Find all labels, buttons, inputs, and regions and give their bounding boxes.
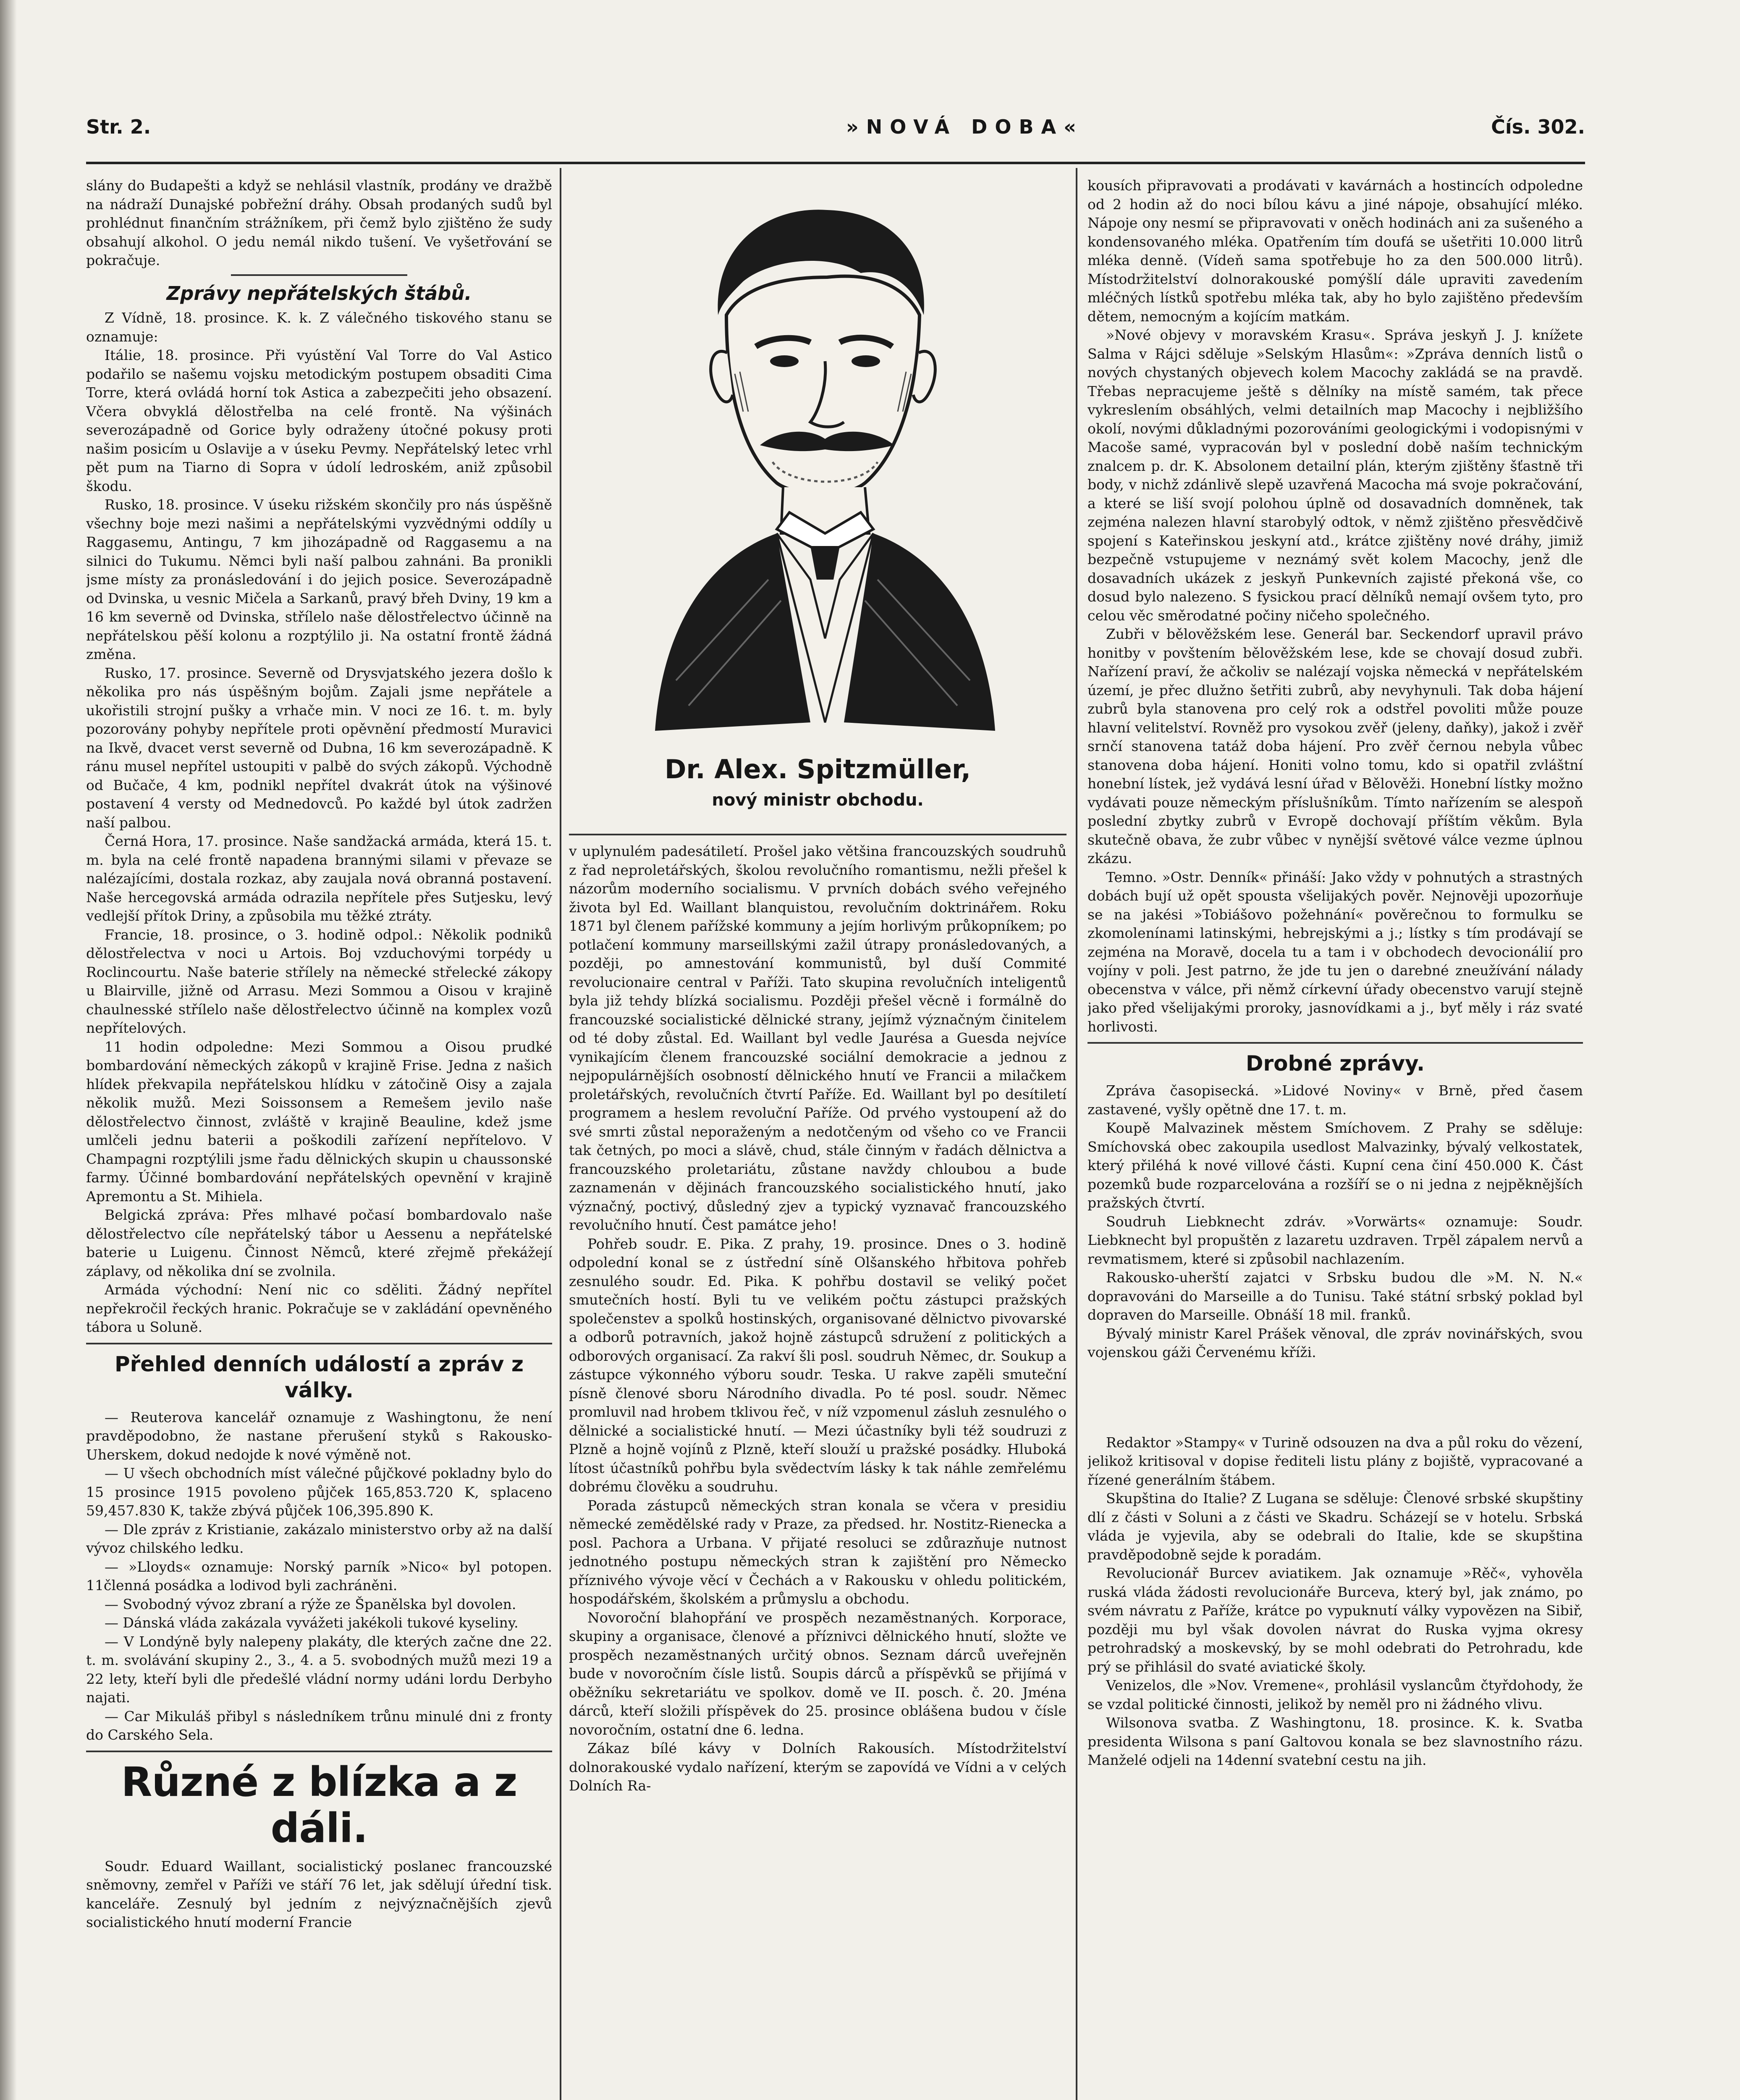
- divider: [86, 1751, 552, 1752]
- news-item: — Dánská vláda zakázala vyvážeti jakékoli tukové kyseliny.: [105, 1614, 519, 1631]
- page-edge-shadow: [0, 0, 17, 2100]
- news-item: — Car Mikuláš přibyl s následníkem trůnu minulé dni z fronty do Carského Sela.: [86, 1708, 552, 1743]
- article-text: Wilsonova svatba. Z Washingtonu, 18. prosince. K. k. Svatba presidenta Wilsona s paní Galtovou konala se bez slavnostního rázu. Manželé odjeli na 14denní svatební cestu na jih.: [1088, 1714, 1583, 1768]
- page-number: Str. 2.: [86, 116, 151, 138]
- news-item: — Reuterova kancelář oznamuje z Washingtonu, že není pravděpodobno, že nastane přerušení styků s Rakousko-Uherskem, dokud nedojde k nové výměně not.: [86, 1409, 552, 1463]
- masthead-title: »NOVÁ DOBA«: [846, 116, 1084, 138]
- article-text: Redaktor »Stampy« v Turině odsouzen na dva a půl roku do vězení, jelikož kritisoval v dopise řediteli listu plány z bojiště, vypracované a řízené generálním štábem.: [1088, 1434, 1583, 1488]
- article-text: Zubři v bělověžském lese. Generál bar. Seckendorf upravil právo honitby v povštením bělověžském lese, kde se chovají dosud zubři. Nařízení praví, že ačkoliv se nalézají vojska německá v nepřátelském území, je přec dlužno šetřiti zubrů, aby nevyhynuli. Tak doba hájení zubrů byla stanovena pro celý rok a odstřel povoliti může pouze hlavní velitelství. Rovněž pro vysokou zvěř (jeleny, daňky), jakož i zvěř srnčí stanovena tatáž doba hájení. Pro zvěř černou nebyla vůbec stanovena doba hájení. Honiti volno tomu, kdo si opatřil zvláštní honební lístek, jež vydává lesní úřad v Bělověži. Honební lístky možno vydávati pouze německým příslušníkům. Tímto nařízením se alespoň poslední zbytky zubrů v Evropě dochovají příštím věkům. Byla skutečně obava, že zubr vůbec v nynější světové válce vezme úplnou zkázu.: [1088, 626, 1583, 866]
- article-text: Temno. »Ostr. Denník« přináší: Jako vždy v pohnutých a strastných dobách bují už opět spousta všelijakých pověr. Nejnověji upozorňuje se na jakési »Tobiášovo požehnání« pověrečnou to formulku se zkomolenínami latinskými, hebrejskými a j.; lístky s tím prodávají se zejména na Moravě, docela tu a tam i v obchodech devocionálií pro vojíny v poli. Jest patrno, že jde tu jen o darebné zneužívání nálady obecenstva v válce, při němž církevní úřady obecenstvo varují stejně jako před všelijakými proroky, jasnovídkami a j., byť měly i ráz svaté horlivosti.: [1088, 869, 1583, 1035]
- article-text: Soudr. Eduard Waillant, socialistický poslanec francouzské sněmovny, zemřel v Paříži ve stáří 76 let, jak sdělují úřední tisk. kanceláře. Zesnulý byl jedním z nejvýznačnějších zjevů socialistického hnutí moderní Francie: [86, 1858, 552, 1930]
- article-text: Černá Hora, 17. prosince. Naše sandžacká armáda, která 15. t. m. byla na celé frontě napadena brannými silami v převaze se nalézajícími, dostala rozkaz, aby zaujala nová obranná postavení. Naše hercegovská armáda odrazila nepřítele přes Sutjesku, levý vedlejší přítok Driny, a způsobila mu těžké ztráty.: [86, 833, 552, 924]
- article-text: Belgická zpráva: Přes mlhavé počasí bombardovalo naše dělostřelectvo cíle nepřátelský tábor u Aessenu a nepřátelské baterie u Luigenu. Činnost Němců, které zřejmě překážejí záplavy, od několika dní se zvolnila.: [86, 1207, 552, 1279]
- article-text: Pohřeb soudr. E. Pika. Z prahy, 19. prosince. Dnes o 3. hodině odpolední konal se z ústřední síně Olšanského hřbitova pohřeb zesnulého soudr. Ed. Pika. K pohřbu dostavil se veliký počet smutečních hostí. Byli tu ve velikém počtu zástupci pražských společenstev a spolků hostinských, organisované dělnictvo pivovarské a odborů potravních, jakož hojně zástupců sdružení z politických a odborových organisací. Za rakví šli posl. soudruh Němec, dr. Soukup a zástupce výkonného výboru soudr. Teska. U rakve zapěli smuteční písně členové sboru Národního divadla. Po té posl. soudr. Němec promluvil nad hrobem tklivou řeč, v níž vzpomenul zásluh zesnulého o dělnické a socialistické hnutí. — Mezi účastníky byli též soudruzi z Plzně a hojně vojínů z Plzně, kteří slouží u pražské posádky. Hluboká lítost účastníků pohřbu byla svědectvím lásky k tak náhle zemřelému dobrému člověku a soudruhu.: [569, 1235, 1067, 1495]
- divider: [86, 1343, 552, 1344]
- article-text: kousích připravovati a prodávati v kavárnách a hostincích odpoledne od 2 hodin až do noci bílou kávu a jiné nápoje, obsahující mléko. Nápoje ony nesmí se připravovati v oněch hodinách ani za sušeného a kondensovaného mléka. Opatřením tím doufá se ušetřiti 10.000 litrů mléka denně. (Vídeň sama spotřebuje ho za den 500.000 litrů). Místodržitelství dolnorakouské pomýšlí dále upraviti zavedením mléčných lístků spotřebu mléka tak, aby ho bylo zajištěno především dětem, nemocným a kojícím matkám.: [1088, 177, 1583, 325]
- article-text: Rusko, 17. prosince. Severně od Drysvjatského jezera došlo k několika pro nás úspěšným bojům. Zajali jsme nepřátele a ukořistili strojní pušky a vrhače min. V noci ze 16. t. m. byly pozorovány pohyby nepřítele proti opěvnění předmostí Muravici na Ikvě, dvacet verst severně od Dubna, 16 km severozápadně. K ránu musel nepřítel ustoupiti v palbě do svých zákopů. Východně od Bučače, 4 km, podnikl nepřítel dvakrát útok na výšinové postavení 4 versty od Mednedovců. Po každé byl útok zadržen naší palbou.: [86, 664, 552, 831]
- issue-number: Čís. 302.: [1491, 116, 1585, 138]
- article-text: Rusko, 18. prosince. V úseku rižském skončily pro nás úspěšně všechny boje mezi našimi a nepřátelskými vyzvědnými oddíly u Raggasemu, Antingu, 7 km jihozápadně od Raggasemu a na silnici do Tukumu. Němci byli naší palbou zahnáni. Ba pronikli jsme místy za pronásledování i do jejich posice. Severozápadně od Dvinska, u vesnic Mičela a Sarkanů, pravý břeh Dviny, 19 km a 16 km severně od Dvinska, střílelo naše dělostřelectvo účinně na nepřátelskou pěší kolonu a rozptýlilo ji. Na ostatní frontě žádná změna.: [86, 496, 552, 662]
- article-text: Novoroční blahopřání ve prospěch nezaměstnaných. Korporace, skupiny a organisace, členové a příznivci dělnického hnutí, složte ve prospěch nezaměstnaných určitý obnos. Seznam dárců uveřejněn bude v novoročním čísle listů. Soupis dárců a příspěvků se přijímá v oběžníku sekretariátu ve spolkov. domě ve II. posch. č. 20. Jména dárců, kteří složili příspěvek do 25. prosince oblášena budou v čísle novoročním, ostatní dne 6. ledna.: [569, 1609, 1067, 1738]
- section-heading: Drobné zprávy.: [1245, 1051, 1425, 1076]
- header-rule: [86, 162, 1585, 164]
- article-text: Porada zástupců německých stran konala se včera v presidiu německé zemědělské rady v Praze, za předsed. hr. Nostitz-Rienecka a posl. Pachora a Urbana. V přijaté resoluci se zdůrazňuje nutnost jednotného postupu německých stran k zajištění pro Německo příznivého vývoje věcí v Čechách a v Rakousku v ohledu politickém, hospodářském, školském a průmyslu a obchodu.: [569, 1497, 1067, 1607]
- portrait-caption-role: nový ministr obchodu.: [712, 790, 924, 810]
- left-column: [86, 176, 552, 2100]
- column-rule: [1076, 168, 1077, 2100]
- article-text: Rakousko-uherští zajatci v Srbsku budou dle »M. N. N.« dopravováni do Marseille a do Tunisu. Také státní srbský poklad byl dopraven do Marseille. Obnáší 18 mil. franků.: [1088, 1269, 1583, 1323]
- news-item: — »Lloyds« oznamuje: Norský parník »Nico« byl potopen. 11členná posádka a lodivod byli zachráněni.: [86, 1558, 552, 1593]
- portrait-illustration: [569, 176, 1067, 819]
- article-text: Z Vídně, 18. prosince. K. k. Z válečného tiskového stanu se oznamuje:: [86, 310, 552, 345]
- article-text: Skupština do Italie? Z Lugana se sděluje: Členové srbské skupštiny dlí z části v Soluni a z části ve Skadru. Scházejí se v hotelu. Srbská vláda je vyjevila, aby se odebrali do Italie, kde se skupština pravděpodobně sejde k poradám.: [1088, 1490, 1583, 1563]
- article-text: 11 hodin odpoledne: Mezi Sommou a Oisou prudké bombardování německých zákopů v krajině Frise. Jedna z našich hlídek překvapila nepřátelskou hlídku v zátočině Oisy a zajala několik mužů. Mezi Soissonsem a Remešem jevilo naše dělostřelectvo činnost, zvláště v krajině Beauline, kdež jsme umlčeli jednu baterii a poškodili zařízení nepřítelovo. V Champagni rozptýlili jsme řadu dělnických skupin u chaussonské farmy. Účinné bombardování nepřátelských opevnění v krajině Apremontu a St. Mihiela.: [86, 1038, 552, 1205]
- middle-column: [569, 842, 1067, 2100]
- right-column: [1088, 176, 1583, 2100]
- spacer: [1088, 1362, 1583, 1433]
- running-head: [86, 107, 1585, 145]
- section-heading: Různé z blízka a z dáli.: [121, 1758, 517, 1852]
- article-text: Koupě Malvazinek městem Smíchovem. Z Prahy se sděluje: Smíchovská obec zakoupila usedlost Malvazinky, bývalý velkostatek, který přiléhá k nové villové části. Kupní cena činí 450.000 K. Část pozemků bude rozparcelována a rozšíří se o ni jedna z nejpěknějších pražských čtvrtí.: [1088, 1120, 1583, 1211]
- article-text: Itálie, 18. prosince. Při vyústění Val Torre do Val Astico podařilo se našemu vojsku metodickým postupem obsaditi Cima Torre, která ovládá horní tok Astica a zabezpečiti jeho obsazení. Včera obvyklá dělostřelba na celé frontě. Na výšinách severozápadně od Gorice byly odraženy útočné pokusy proti našim posicím u Oslavije a v úseku Pevmy. Nepřátelský letec vrhl pět pum na Tiarno di Sopra v údolí ledroském, aniž způsobil škodu.: [86, 347, 552, 494]
- article-text: slány do Budapešti a když se nehlásil vlastník, prodány ve dražbě na nádraží Dunajské pobřežní dráhy. Obsah prodaných sudů byl prohlédnut finančním strážníkem, při čemž bylo zjištěno že sudy obsahují alkohol. O jedu nemál nikdo tušení. Ve vyšetřování se pokračuje.: [86, 177, 552, 268]
- article-text: Venizelos, dle »Nov. Vremene«, prohlásil vyslancům čtyřdohody, že se vzdal politické činnosti, jelikož by neměl pro ni žádného vlivu.: [1088, 1677, 1583, 1712]
- section-heading: Zprávy nepřátelských štábů.: [166, 282, 472, 304]
- portrait-caption-name: Dr. Alex. Spitzmüller,: [664, 754, 971, 785]
- article-text: v uplynulém padesátiletí. Prošel jako většina francouzských soudruhů z řad neproletářských, školou revolučního romantismu, nežli přešel k názorům moderního socialismu. V prvních dobách svého veřejného života byl Ed. Waillant blanquistou, revolučním doktrinářem. Roku 1871 byl členem pařížské kommuny a jejím horlivým průkopníkem; po potlačení kommuny marseillskými zažil útrapy pronásledovaných, a později, po amnestování kommunistů, byl duší Commité revolucionaire central v Paříži. Tato skupina revolučních inteligentů byla již tehdy blízká socialismu. Později přešel věcně i formálně do francouzské socialistické dělnické strany, jejímž význačným činitelem od té doby zůstal. Ed. Waillant byl vedle Jaurésa a Guesda nejvíce vynikajícím členem francouzské sociální demokracie a jednou z nejpopulárnějších osobností dělnického hnutí ve Francii a milačkem proletářských, revolučních čtvrtí Paříže. Ed. Waillant byl po desítiletí programem a heslem revoluční Paříže. Od prvého vystoupení až do své smrti zůstal neporaženým a nedotčeným od všeho co ve Francii tak četných, po moci a slávě, chud, stále činným v řadách dělnictva a francouzského proletariátu, zůstane navždy chloubou a bude zaznamenán v dějinách francouzského socialistického hnutí, jako význačný, poctivý, důsledný zjev a typický vyznavač francouzského revolučního hnutí. Čest památce jeho!: [569, 843, 1067, 1233]
- divider: [1088, 1042, 1583, 1044]
- column-rule: [560, 168, 561, 2100]
- news-item: — Dle zpráv z Kristianie, zakázalo ministerstvo orby až na další vývoz chilského ledku.: [86, 1521, 552, 1556]
- article-text: Bývalý ministr Karel Prášek věnoval, dle zpráv novinářských, svou vojenskou gáži Červenému kříži.: [1088, 1325, 1583, 1360]
- portrait-drawing: [592, 176, 1043, 748]
- news-item: — Svobodný vývoz zbraní a rýže ze Španělska byl dovolen.: [105, 1596, 516, 1612]
- article-text: Armáda východní: Není nic co sděliti. Žádný nepřítel nepřekročil řeckých hranic. Pokračuje se v zakládání opevněného tábora u Soluně.: [86, 1281, 552, 1335]
- article-text: Soudruh Liebknecht zdráv. »Vorwärts« oznamuje: Soudr. Liebknecht byl propuštěn z lazaretu uzdraven. Trpěl zápalem nervů a revmatismem, které si způsobil nachlazením.: [1088, 1213, 1583, 1267]
- divider: [569, 834, 1067, 835]
- article-text: Zákaz bílé kávy v Dolních Rakousích. Místodržitelství dolnorakouské vydalo nařízení, kterým se zapovídá ve Vídni a v celých Dolních Ra-: [569, 1740, 1067, 1794]
- article-text: Francie, 18. prosince, o 3. hodině odpol.: Několik podniků dělostřelectva v noci u Artois. Boj vzduchovými torpédy u Roclincourtu. Naše baterie střílely na německé střelecké zákopy u Blairville, jižně od Arrasu. Mezi Sommou a Oisou v krajině chaulnesské střílelo naše dělostřelectvo účinně na komplex vozů nepřítelových.: [86, 926, 552, 1036]
- article-text: Zpráva časopisecká. »Lidové Noviny« v Brně, před časem zastavené, vyšly opětně dne 17. t. m.: [1088, 1082, 1583, 1118]
- article-text: »Nové objevy v moravském Krasu«. Správa jeskyň J. J. knížete Salma v Rájci sděluje »Selským Hlasům«: »Zpráva denních listů o nových chystaných objevech kolem Macochy zakládá se na pravdě. Třebas nepracujeme ještě s dělníky na místě samém, tak přece vykreslením obsáhlých, velmi detailních map Macochy i nejbližšího okolí, novými důkladnými pozorováními geologickými i vodopisnými v Macoše samé, vypracován byl v poslední době naším technickým znalcem p. dr. K. Absolonem detailní plán, kterým zjištěny šťastně tři body, v nichž zdánlivě slepě uzavřená Macocha má svoje pokračování, a které se liší svojí polohou úplně od dosavadních domněnek, tak zejména nalezen hlavní starobylý odtok, v němž zjištěno přesvědčivě spojení s Kateřinskou jeskyní atd., krátce zjištěny nové dráhy, jimiž bezpečně vstupujeme v neznámý svět kolem Macochy, jenž dle dosavadních ukázek z jeskyň Punkevních zajisté překoná vše, co dosud bylo nalezeno. S fysickou prací dělníků nemají ovšem tyto, pro celou věc směrodatné počiny ničeho společného.: [1088, 327, 1583, 624]
- news-item: — U všech obchodních míst válečné půjčkové pokladny bylo do 15 prosince 1915 povoleno půjček 165,853.720 K, splaceno 59,457.830 K, takže zbývá půjček 106,395.890 K.: [86, 1465, 552, 1519]
- article-text: Revolucionář Burcev aviatikem. Jak oznamuje »Rěč«, vyhověla ruská vláda žádosti revolucionáře Burceva, který byl, jak známo, po svém návratu z Paříže, krátce po vypuknutí války vypovězen na Sibiř, později mu byl však dovolen návrat do Ruska vyjma okresy petrohradský a moskevský, by se mohl odebrati do Petrohradu, kde prý se přihlásil do svaté aviatické školy.: [1088, 1565, 1583, 1675]
- section-heading: Přehled denních událostí a zpráv z války.: [114, 1352, 524, 1402]
- news-item: — V Londýně byly nalepeny plakáty, dle kterých začne dne 22. t. m. svolávání skupiny 2., 3., 4. a 5. svobodných mužů mezi 19 a 22 lety, kteří byli dle předešlé vládní normy udáni lordu Derbyho najati.: [86, 1633, 552, 1706]
- divider: [231, 274, 407, 276]
